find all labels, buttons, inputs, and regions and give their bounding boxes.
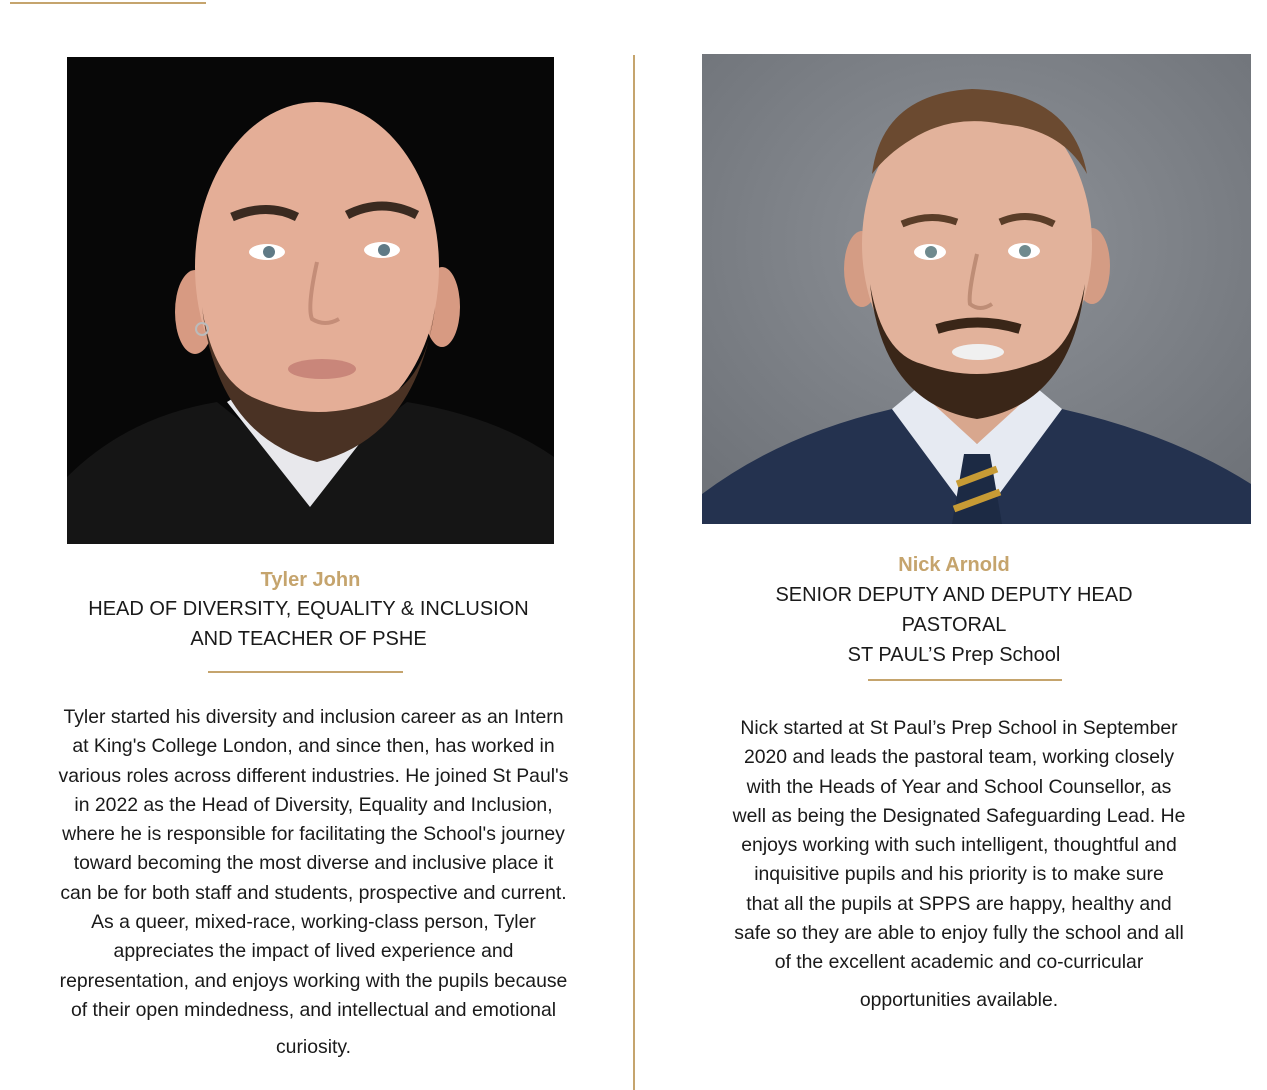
profile-role [654, 580, 1254, 670]
bio-line: 2020 and leads the pastoral team, working closely [743, 746, 1175, 769]
name-accent-rule [208, 671, 403, 673]
bio-line: enjoys working with such intelligent, thoughtful and [741, 834, 1177, 857]
bio-line: at King's College London, and since then, has worked in [72, 735, 555, 758]
bio-line: that all the pupils at SPPS are happy, healthy and [746, 892, 1172, 915]
profile-bio [0, 703, 627, 1063]
profile-name: Nick Arnold [898, 554, 1010, 576]
bio-line: of the excellent academic and co-curricular [774, 951, 1144, 974]
role-line: ST PAUL’S Prep School [847, 644, 1061, 666]
bio-line: curiosity. [275, 1036, 352, 1059]
bio-line: representation, and enjoys working with the pupils because [59, 969, 568, 992]
bio-line: of their open mindedness, and intellectual and emotional [70, 998, 557, 1021]
role-line: SENIOR DEPUTY AND DEPUTY HEAD [775, 584, 1133, 606]
name-accent-rule [868, 679, 1062, 681]
bio-line: Nick started at St Paul’s Prep School in September [740, 717, 1178, 739]
role-line: HEAD OF DIVERSITY, EQUALITY & INCLUSION [88, 598, 529, 620]
top-accent-rule [10, 2, 206, 4]
role-line: AND TEACHER OF PSHE [190, 628, 427, 650]
bio-line: appreciates the impact of lived experience and [113, 940, 514, 963]
bio-line: where he is responsible for facilitating the School's journey [62, 823, 565, 846]
role-line: PASTORAL [901, 614, 1007, 636]
column-divider [633, 55, 635, 1090]
bio-line: opportunities available. [859, 988, 1059, 1011]
bio-line: with the Heads of Year and School Counsellor, as [746, 775, 1172, 798]
profile-role [0, 594, 617, 654]
nick-arnold-photo [702, 54, 1251, 524]
bio-line: safe so they are able to enjoy fully the school and all [734, 922, 1184, 945]
profile-bio [654, 714, 1264, 1015]
bio-line: can be for both staff and students, prospective and current. [60, 881, 567, 904]
bio-line: Tyler started his diversity and inclusion career as an Intern [63, 706, 564, 728]
bio-line: As a queer, mixed-race, working-class person, Tyler [91, 911, 536, 934]
tyler-john-photo [67, 57, 554, 544]
bio-line: various roles across different industries. He joined St Paul's [58, 764, 569, 787]
bio-line: inquisitive pupils and his priority is to make sure [754, 863, 1164, 886]
bio-line: in 2022 as the Head of Diversity, Equality and Inclusion, [74, 793, 553, 816]
bio-line: well as being the Designated Safeguarding Lead. He [732, 804, 1186, 827]
profile-name: Tyler John [260, 569, 361, 591]
bio-line: toward becoming the most diverse and inclusive place it [73, 852, 554, 875]
